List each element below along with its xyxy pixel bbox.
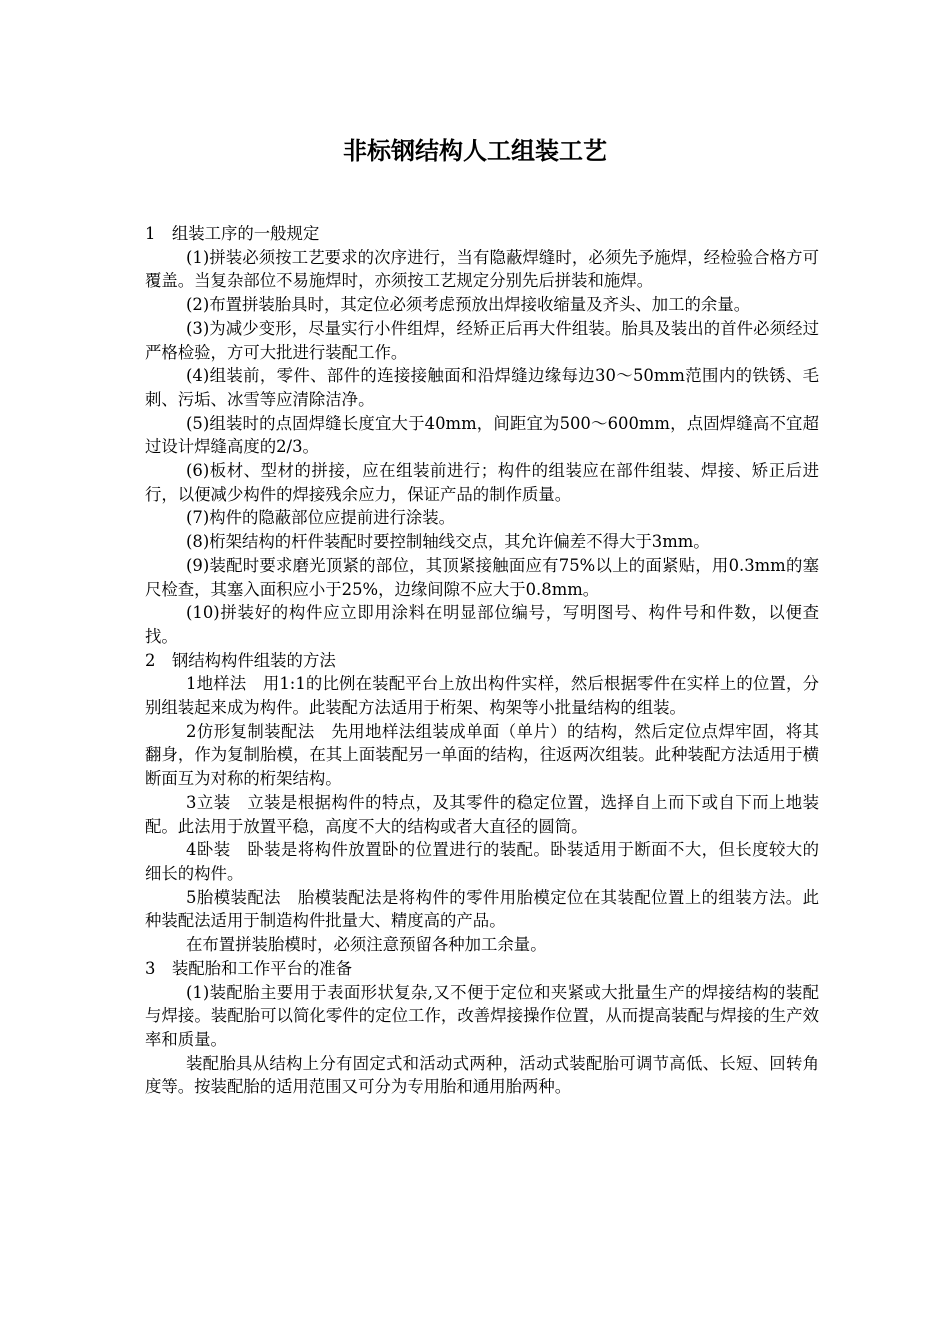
paragraph: (3)为减少变形，尽量实行小件组焊，经矫正后再大件组装。胎具及装出的首件必须经过严格检验，方可大批进行装配工作。 bbox=[145, 318, 819, 362]
paragraph: 在布置拼装胎模时，必须注意预留各种加工余量。 bbox=[186, 935, 547, 955]
paragraph: (1)拼装必须按工艺要求的次序进行，当有隐蔽焊缝时，必须先予施焊，经检验合格方可覆盖。当复杂部位不易施焊时，亦须按工艺规定分别先后拼装和施焊。 bbox=[145, 247, 819, 291]
section-heading-1: 1 组装工序的一般规定 bbox=[145, 224, 320, 243]
paragraph: (9)装配时要求磨光顶紧的部位，其顶紧接触面应有75%以上的面紧贴，用0.3mm的塞尺检查，其塞入面积应小于25%，边缘间隙不应大于0.8mm。 bbox=[145, 555, 819, 599]
paragraph: (2)布置拼装胎具时，其定位必须考虑预放出焊接收缩量及齐头、加工的余量。 bbox=[186, 295, 751, 315]
paragraph: 1地样法 用1:1的比例在装配平台上放出构件实样，然后根据零件在实样上的位置，分别组装起来成为构件。此装配方法适用于桁架、构架等小批量结构的组装。 bbox=[145, 674, 819, 718]
paragraph: 3立装 立装是根据构件的特点，及其零件的稳定位置，选择自上而下或自下而上地装配。此法用于放置平稳，高度不大的结构或者大直径的圆筒。 bbox=[145, 792, 819, 836]
paragraph: (4)组装前，零件、部件的连接接触面和沿焊缝边缘每边30～50mm范围内的铁锈、毛刺、污垢、冰雪等应清除洁净。 bbox=[145, 366, 819, 409]
paragraph: (10)拼装好的构件应立即用涂料在明显部位编号，写明图号、构件号和件数，以便查找。 bbox=[145, 603, 819, 646]
paragraph: (5)组装时的点固焊缝长度宜大于40mm，间距宜为500～600mm，点固焊缝高不宜超过设计焊缝高度的2/3。 bbox=[145, 413, 819, 457]
page-title: 非标钢结构人工组装工艺 bbox=[343, 137, 607, 165]
paragraph: 5胎模装配法 胎模装配法是将构件的零件用胎模定位在其装配位置上的组装方法。此种装配法适用于制造构件批量大、精度高的产品。 bbox=[145, 887, 819, 931]
section-heading-2: 2 钢结构构件组装的方法 bbox=[145, 650, 336, 670]
document-body bbox=[145, 222, 819, 1099]
section-heading-3: 3 装配胎和工作平台的准备 bbox=[145, 958, 353, 978]
paragraph: (6)板材、型材的拼接，应在组装前进行；构件的组装应在部件组装、焊接、矫正后进行，以便减少构件的焊接残余应力，保证产品的制作质量。 bbox=[145, 461, 819, 504]
paragraph: 4卧装 卧装是将构件放置卧的位置进行的装配。卧装适用于断面不大，但长度较大的细长的构件。 bbox=[145, 840, 819, 883]
paragraph: (7)构件的隐蔽部位应提前进行涂装。 bbox=[186, 508, 456, 528]
paragraph: (1)装配胎主要用于表面形状复杂,又不便于定位和夹紧或大批量生产的焊接结构的装配与焊接。装配胎可以简化零件的定位工作，改善焊接操作位置，从而提高装配与焊接的生产效率和质量。 bbox=[145, 982, 819, 1049]
paragraph: 2仿形复制装配法 先用地样法组装成单面（单片）的结构，然后定位点焊牢固，将其翻身，作为复制胎模，在其上面装配另一单面的结构，往返两次组装。此种装配方法适用于横断面互为对称的桁架结构。 bbox=[145, 721, 819, 789]
paragraph: (8)桁架结构的杆件装配时要控制轴线交点，其允许偏差不得大于3mm。 bbox=[186, 532, 710, 552]
paragraph: 装配胎具从结构上分有固定式和活动式两种，活动式装配胎可调节高低、长短、回转角度等。按装配胎的适用范围又可分为专用胎和通用胎两种。 bbox=[145, 1053, 819, 1097]
